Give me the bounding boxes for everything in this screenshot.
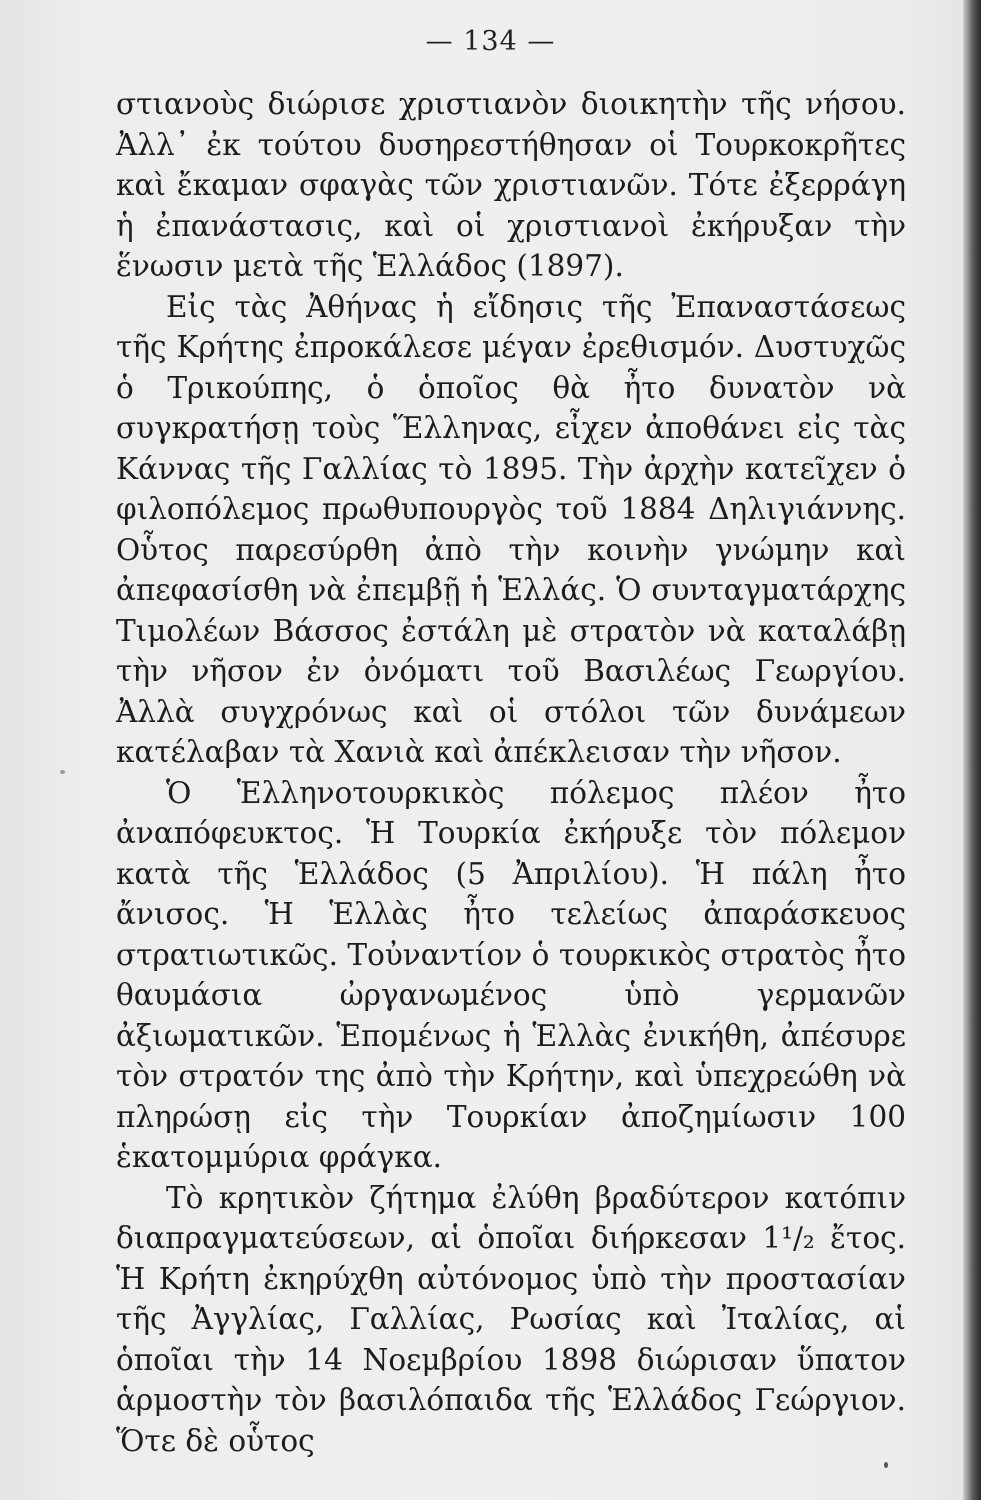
paper-speck <box>884 1462 888 1468</box>
body-text <box>116 84 906 1461</box>
paragraph-1: στιανοὺς διώρισε χριστιανὸν διοικητὴν τῆς νήσου. Ἀλλ᾽ ἐκ τούτου δυσηρεστήθησαν οἱ Τουρκοκρῆτες καὶ ἔκαμαν σφαγὰς τῶν χριστιανῶν. Τότε ἐξερράγη ἡ ἐπανάστασις, καὶ οἱ χριστιανοὶ ἐκήρυξαν τὴν ἕνωσιν μετὰ τῆς Ἑλλάδος (1897). <box>116 87 906 283</box>
page-edge-shadow <box>963 0 981 1500</box>
paragraph-4: Τὸ κρητικὸν ζήτημα ἐλύθη βραδύτερον κατόπιν διαπραγματεύσεων, αἱ ὁποῖαι διήρκεσαν 1¹/₂ ἔτος. Ἡ Κρήτη ἐκηρύχθη αὐτόνομος ὑπὸ τὴν προστασίαν τῆς Ἀγγλίας, Γαλλίας, Ρωσίας καὶ Ἰταλίας, αἱ ὁποῖαι τὴν 14 Νοεμβρίου 1898 διώρισαν ὕπατον ἁρμοστὴν τὸν βασιλόπαιδα τῆς Ἑλλάδος Γεώργιον. Ὅτε δὲ οὗτος <box>116 1180 906 1458</box>
paper-speck <box>60 770 65 774</box>
paragraph-2: Εἰς τὰς Ἀθήνας ἡ εἴδησις τῆς Ἐπαναστάσεως τῆς Κρήτης ἐπροκάλεσε μέγαν ἐρεθισμόν. Δυστυχῶς ὁ Τρικούπης, ὁ ὁποῖος θὰ ἦτο δυνατὸν νὰ συγκρατήσῃ τοὺς Ἕλληνας, εἶχεν ἀποθάνει εἰς τὰς Κάννας τῆς Γαλλίας τὸ 1895. Τὴν ἀρχὴν κατεῖχεν ὁ φιλοπόλεμος πρωθυπουργὸς τοῦ 1884 Δηλιγιάννης. Οὗτος παρεσύρθη ἀπὸ τὴν κοινὴν γνώμην καὶ ἀπεφασίσθη νὰ ἐπεμβῇ ἡ Ἑλλάς. Ὁ συνταγματάρχης Τιμολέων Βάσσος ἐστάλη μὲ στρατὸν νὰ καταλάβῃ τὴν νῆσον ἐν ὀνόματι τοῦ Βασιλέως Γεωργίου. Ἀλλὰ συγχρόνως καὶ οἱ στόλοι τῶν δυνάμεων κατέλαβαν τὰ Χανιὰ καὶ ἀπέκλεισαν τὴν νῆσον. <box>116 289 906 769</box>
page-number: — 134 — <box>425 26 556 57</box>
paragraph-3: Ὁ Ἑλληνοτουρκικὸς πόλεμος πλέον ἦτο ἀναπόφευκτος. Ἡ Τουρκία ἐκήρυξε τὸν πόλεμον κατὰ τῆς Ἑλλάδος (5 Ἀπριλίου). Ἡ πάλη ἦτο ἄνισος. Ἡ Ἑλλὰς ἦτο τελείως ἀπαράσκευος στρατιωτικῶς. Τοὐναντίον ὁ τουρκικὸς στρατὸς ἦτο θαυμάσια ὠργανωμένος ὑπὸ γερμανῶν ἀξιωματικῶν. Ἑπομένως ἡ Ἑλλὰς ἐνικήθη, ἀπέσυρε τὸν στρατόν της ἀπὸ τὴν Κρήτην, καὶ ὑπεχρεώθη νὰ πληρώσῃ εἰς τὴν Τουρκίαν ἀποζημίωσιν 100 ἑκατομμύρια φράγκα. <box>116 775 906 1174</box>
